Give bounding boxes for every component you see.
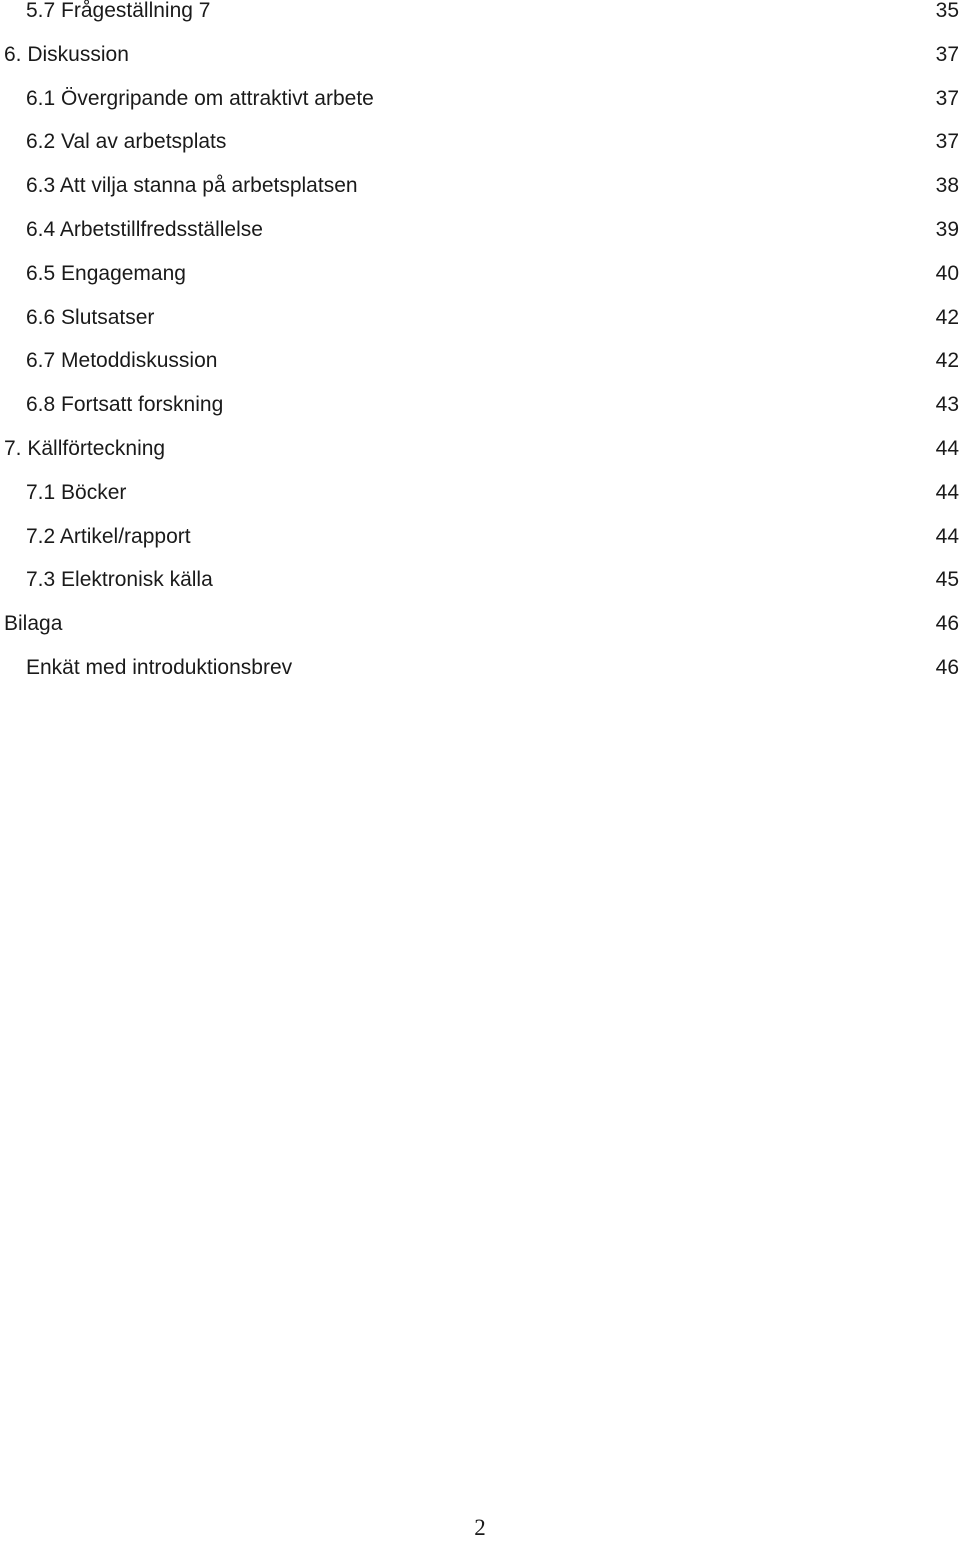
toc-entry-title: 5.7 Frågeställning 7 (26, 0, 211, 22)
toc-entry-page: 37 (935, 42, 959, 66)
toc-entry-page: 46 (935, 655, 959, 679)
toc-entry[interactable] (0, 558, 960, 602)
toc-entry-page: 45 (935, 568, 959, 592)
toc-entry-page: 38 (935, 174, 959, 198)
toc-entry[interactable] (0, 339, 960, 383)
toc-entry-title: 6.1 Övergripande om attraktivt arbete (26, 86, 374, 110)
toc-entry-page: 39 (935, 217, 959, 241)
toc-entry-title: Bilaga (4, 612, 63, 636)
page-number: 2 (474, 1515, 486, 1540)
toc-entry[interactable] (0, 296, 960, 340)
toc-entry[interactable] (0, 383, 960, 427)
toc-entry-title: 6.6 Slutsatser (26, 305, 155, 329)
toc-entry-title: 6.5 Engagemang (26, 261, 186, 285)
toc-entry-title: 6.3 Att vilja stanna på arbetsplatsen (26, 174, 358, 198)
toc-entry-page: 44 (935, 436, 959, 460)
toc-entry-page: 42 (935, 305, 959, 329)
toc-entry-title: 7.3 Elektronisk källa (26, 568, 213, 592)
toc-entry-page: 37 (935, 130, 959, 154)
toc-entry[interactable] (0, 602, 960, 646)
toc-entry-title: 7.1 Böcker (26, 480, 127, 504)
toc-entry-title: 6.7 Metoddiskussion (26, 349, 218, 373)
toc-entry[interactable] (0, 427, 960, 471)
toc-entry[interactable] (0, 471, 960, 515)
toc-entry[interactable] (0, 164, 960, 208)
toc-entry-title: 6.8 Fortsatt forskning (26, 393, 224, 417)
toc-entry[interactable] (0, 208, 960, 252)
toc-entry-title: Enkät med introduktionsbrev (26, 655, 293, 679)
toc-entry-page: 42 (935, 349, 959, 373)
toc-entry[interactable] (0, 515, 960, 559)
toc-entry-page: 40 (935, 261, 959, 285)
table-of-contents (0, 0, 960, 690)
toc-entry[interactable] (0, 0, 960, 33)
toc-entry-title: 7. Källförteckning (4, 436, 166, 460)
toc-entry-page: 44 (935, 480, 959, 504)
toc-entry-page: 46 (935, 612, 959, 636)
toc-entry-title: 6. Diskussion (4, 42, 129, 66)
toc-entry[interactable] (0, 77, 960, 121)
toc-entry[interactable] (0, 120, 960, 164)
toc-entry[interactable] (0, 33, 960, 77)
toc-entry[interactable] (0, 646, 960, 690)
toc-entry-page: 37 (935, 86, 959, 110)
toc-entry-title: 6.2 Val av arbetsplats (26, 130, 227, 154)
toc-entry-title: 6.4 Arbetstillfredsställelse (26, 217, 263, 241)
toc-entry-page: 44 (935, 524, 959, 548)
toc-entry-page: 35 (935, 0, 959, 22)
toc-entry-page: 43 (935, 393, 959, 417)
toc-entry[interactable] (0, 252, 960, 296)
toc-entry-title: 7.2 Artikel/rapport (26, 524, 191, 548)
